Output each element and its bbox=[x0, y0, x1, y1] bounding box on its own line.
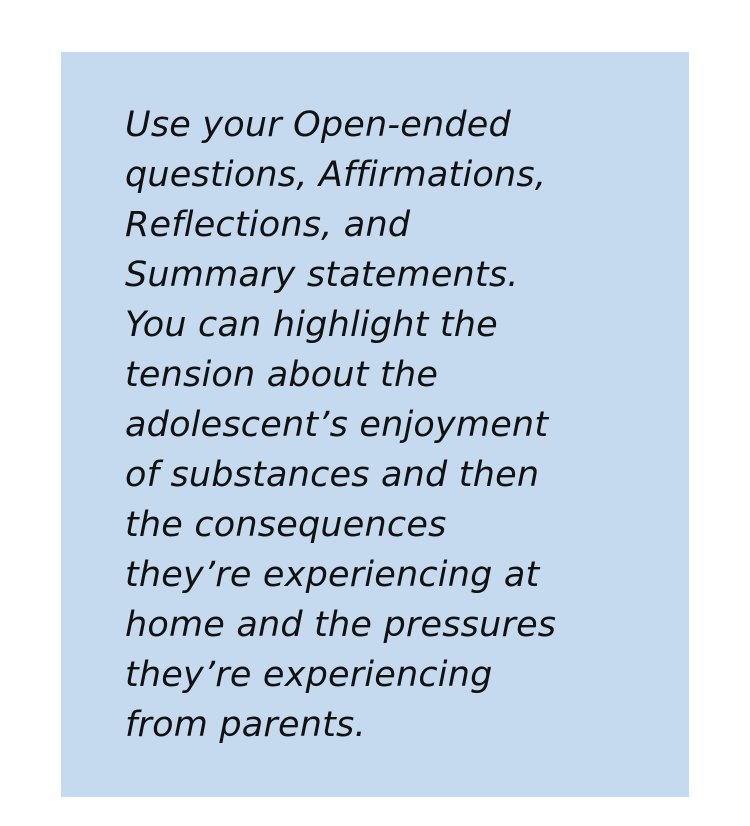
callout-line: adolescent’s enjoyment bbox=[125, 405, 549, 445]
callout-line: Use your Open-ended bbox=[125, 105, 511, 145]
callout-line: tension about the bbox=[125, 355, 439, 395]
callout-line: questions, Affirmations, bbox=[125, 155, 547, 195]
callout-line: home and the pressures bbox=[125, 605, 557, 645]
callout-line: they’re experiencing at bbox=[125, 555, 540, 595]
callout-line: the consequences bbox=[125, 505, 447, 545]
callout-text bbox=[125, 100, 556, 750]
callout-line: Reflections, and bbox=[125, 205, 411, 245]
callout-line: Summary statements. bbox=[125, 255, 519, 295]
callout-line: they’re experiencing bbox=[125, 655, 493, 695]
callout-line: You can highlight the bbox=[125, 305, 498, 345]
callout-box bbox=[61, 52, 689, 797]
callout-line: of substances and then bbox=[125, 455, 540, 495]
callout-line: from parents. bbox=[125, 705, 366, 745]
